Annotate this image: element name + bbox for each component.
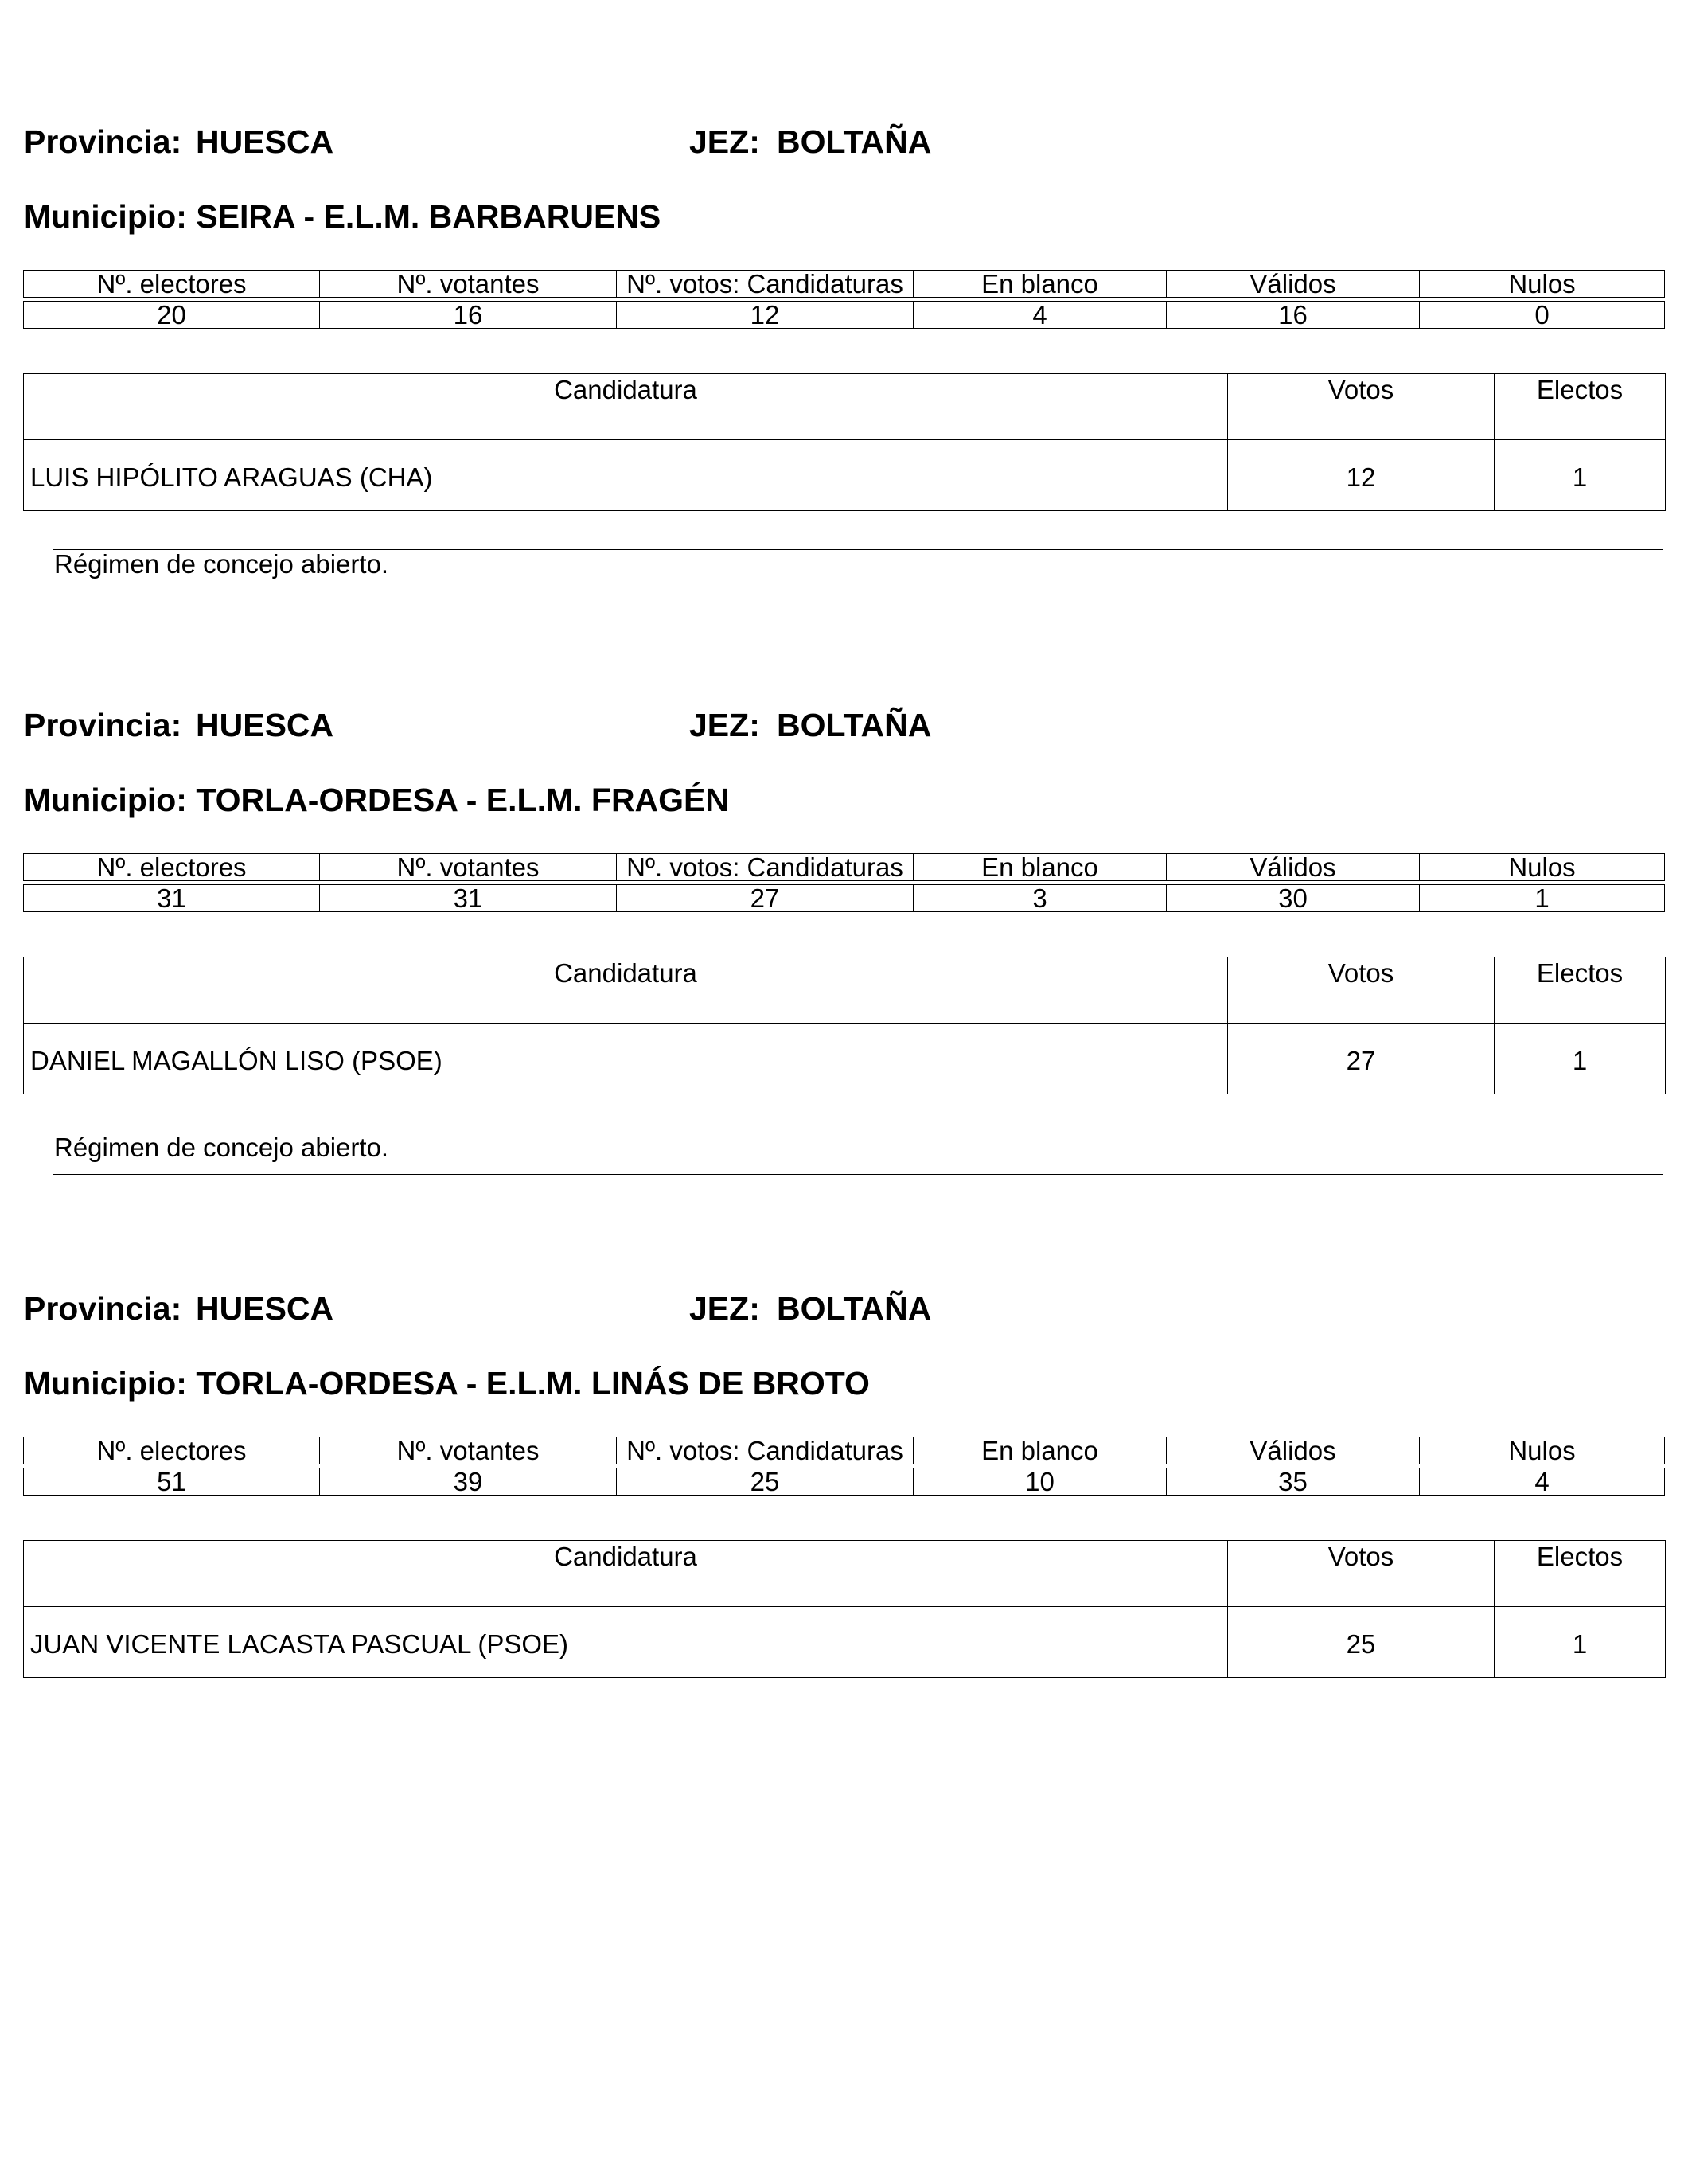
summary-value-cell: 30 xyxy=(1167,884,1420,912)
regimen-note: Régimen de concejo abierto. xyxy=(53,1133,1663,1175)
votos-header: Votos xyxy=(1228,1541,1495,1607)
provincia-value: HUESCA xyxy=(196,1290,334,1327)
municipio-section-2 xyxy=(0,583,1692,1172)
summary-header-cell: Nulos xyxy=(1420,853,1665,881)
summary-value-cell: 35 xyxy=(1167,1468,1420,1496)
candidate-electos: 1 xyxy=(1495,1024,1666,1094)
jez-label: JEZ: xyxy=(689,1290,760,1327)
candidate-votos: 27 xyxy=(1228,1024,1495,1094)
jez-value: BOLTAÑA xyxy=(777,123,932,160)
electos-header: Electos xyxy=(1495,1541,1666,1607)
summary-header-cell: Nº. votos: Candidaturas xyxy=(617,270,914,298)
summary-header-cell: Válidos xyxy=(1167,1437,1420,1464)
municipio-title: Municipio: TORLA-ORDESA - E.L.M. FRAGÉN xyxy=(24,782,730,818)
regimen-note: Régimen de concejo abierto. xyxy=(53,549,1663,591)
summary-value-row xyxy=(23,884,1665,912)
jez-label: JEZ: xyxy=(689,707,760,743)
candidate-row xyxy=(24,1024,1666,1094)
summary-value-cell: 31 xyxy=(23,884,320,912)
electos-header: Electos xyxy=(1495,374,1666,440)
jez-value: BOLTAÑA xyxy=(777,707,932,743)
candidates-table xyxy=(23,373,1666,511)
summary-header-cell: Nº. electores xyxy=(23,270,320,298)
summary-value-cell: 3 xyxy=(914,884,1167,912)
candidate-votos: 12 xyxy=(1228,440,1495,511)
summary-value-cell: 0 xyxy=(1420,301,1665,329)
summary-value-cell: 1 xyxy=(1420,884,1665,912)
summary-header-cell: Nulos xyxy=(1420,270,1665,298)
summary-value-cell: 4 xyxy=(1420,1468,1665,1496)
summary-header-cell: Nº. votantes xyxy=(320,270,617,298)
candidates-table xyxy=(23,1540,1666,1678)
summary-header-cell: En blanco xyxy=(914,1437,1167,1464)
municipio-section-3 xyxy=(0,1167,1692,1756)
electos-header: Electos xyxy=(1495,957,1666,1024)
municipio-title: Municipio: TORLA-ORDESA - E.L.M. LINÁS DE BROTO xyxy=(24,1365,870,1402)
summary-header-cell: En blanco xyxy=(914,270,1167,298)
summary-value-cell: 39 xyxy=(320,1468,617,1496)
summary-header-cell: Nº. votantes xyxy=(320,1437,617,1464)
jez-label: JEZ: xyxy=(689,123,760,160)
summary-value-cell: 51 xyxy=(23,1468,320,1496)
votos-header: Votos xyxy=(1228,374,1495,440)
results-summary-table xyxy=(23,1433,1665,1499)
summary-header-cell: Válidos xyxy=(1167,853,1420,881)
summary-header-cell: Nº. votos: Candidaturas xyxy=(617,853,914,881)
jez-value: BOLTAÑA xyxy=(777,1290,932,1327)
summary-value-cell: 10 xyxy=(914,1468,1167,1496)
candidates-table xyxy=(23,957,1666,1094)
candidatura-header: Candidatura xyxy=(24,957,1228,1024)
summary-value-row xyxy=(23,301,1665,329)
summary-value-cell: 16 xyxy=(1167,301,1420,329)
candidate-electos: 1 xyxy=(1495,1607,1666,1678)
candidate-name: JUAN VICENTE LACASTA PASCUAL (PSOE) xyxy=(24,1607,1228,1678)
summary-header-cell: Válidos xyxy=(1167,270,1420,298)
summary-header-row xyxy=(23,270,1665,298)
votos-header: Votos xyxy=(1228,957,1495,1024)
results-summary-table xyxy=(23,267,1665,332)
summary-value-cell: 16 xyxy=(320,301,617,329)
provincia-label: Provincia: xyxy=(24,707,182,743)
candidatura-header: Candidatura xyxy=(24,1541,1228,1607)
summary-header-cell: Nº. votantes xyxy=(320,853,617,881)
summary-header-cell: Nulos xyxy=(1420,1437,1665,1464)
provincia-value: HUESCA xyxy=(196,707,334,743)
provincia-label: Provincia: xyxy=(24,1290,182,1327)
summary-value-cell: 31 xyxy=(320,884,617,912)
candidates-header-row xyxy=(24,1541,1666,1607)
summary-header-cell: En blanco xyxy=(914,853,1167,881)
summary-header-row xyxy=(23,1437,1665,1464)
candidatura-header: Candidatura xyxy=(24,374,1228,440)
candidate-electos: 1 xyxy=(1495,440,1666,511)
summary-value-cell: 27 xyxy=(617,884,914,912)
candidate-row xyxy=(24,1607,1666,1678)
summary-header-row xyxy=(23,853,1665,881)
summary-header-cell: Nº. electores xyxy=(23,1437,320,1464)
summary-value-cell: 4 xyxy=(914,301,1167,329)
summary-header-cell: Nº. electores xyxy=(23,853,320,881)
summary-value-row xyxy=(23,1468,1665,1496)
candidate-name: LUIS HIPÓLITO ARAGUAS (CHA) xyxy=(24,440,1228,511)
results-summary-table xyxy=(23,850,1665,915)
candidate-row xyxy=(24,440,1666,511)
summary-value-cell: 20 xyxy=(23,301,320,329)
candidate-votos: 25 xyxy=(1228,1607,1495,1678)
summary-value-cell: 25 xyxy=(617,1468,914,1496)
candidates-header-row xyxy=(24,374,1666,440)
provincia-value: HUESCA xyxy=(196,123,334,160)
candidates-header-row xyxy=(24,957,1666,1024)
provincia-label: Provincia: xyxy=(24,123,182,160)
candidate-name: DANIEL MAGALLÓN LISO (PSOE) xyxy=(24,1024,1228,1094)
summary-header-cell: Nº. votos: Candidaturas xyxy=(617,1437,914,1464)
summary-value-cell: 12 xyxy=(617,301,914,329)
municipio-title: Municipio: SEIRA - E.L.M. BARBARUENS xyxy=(24,198,661,235)
municipio-section-1 xyxy=(0,0,1692,589)
